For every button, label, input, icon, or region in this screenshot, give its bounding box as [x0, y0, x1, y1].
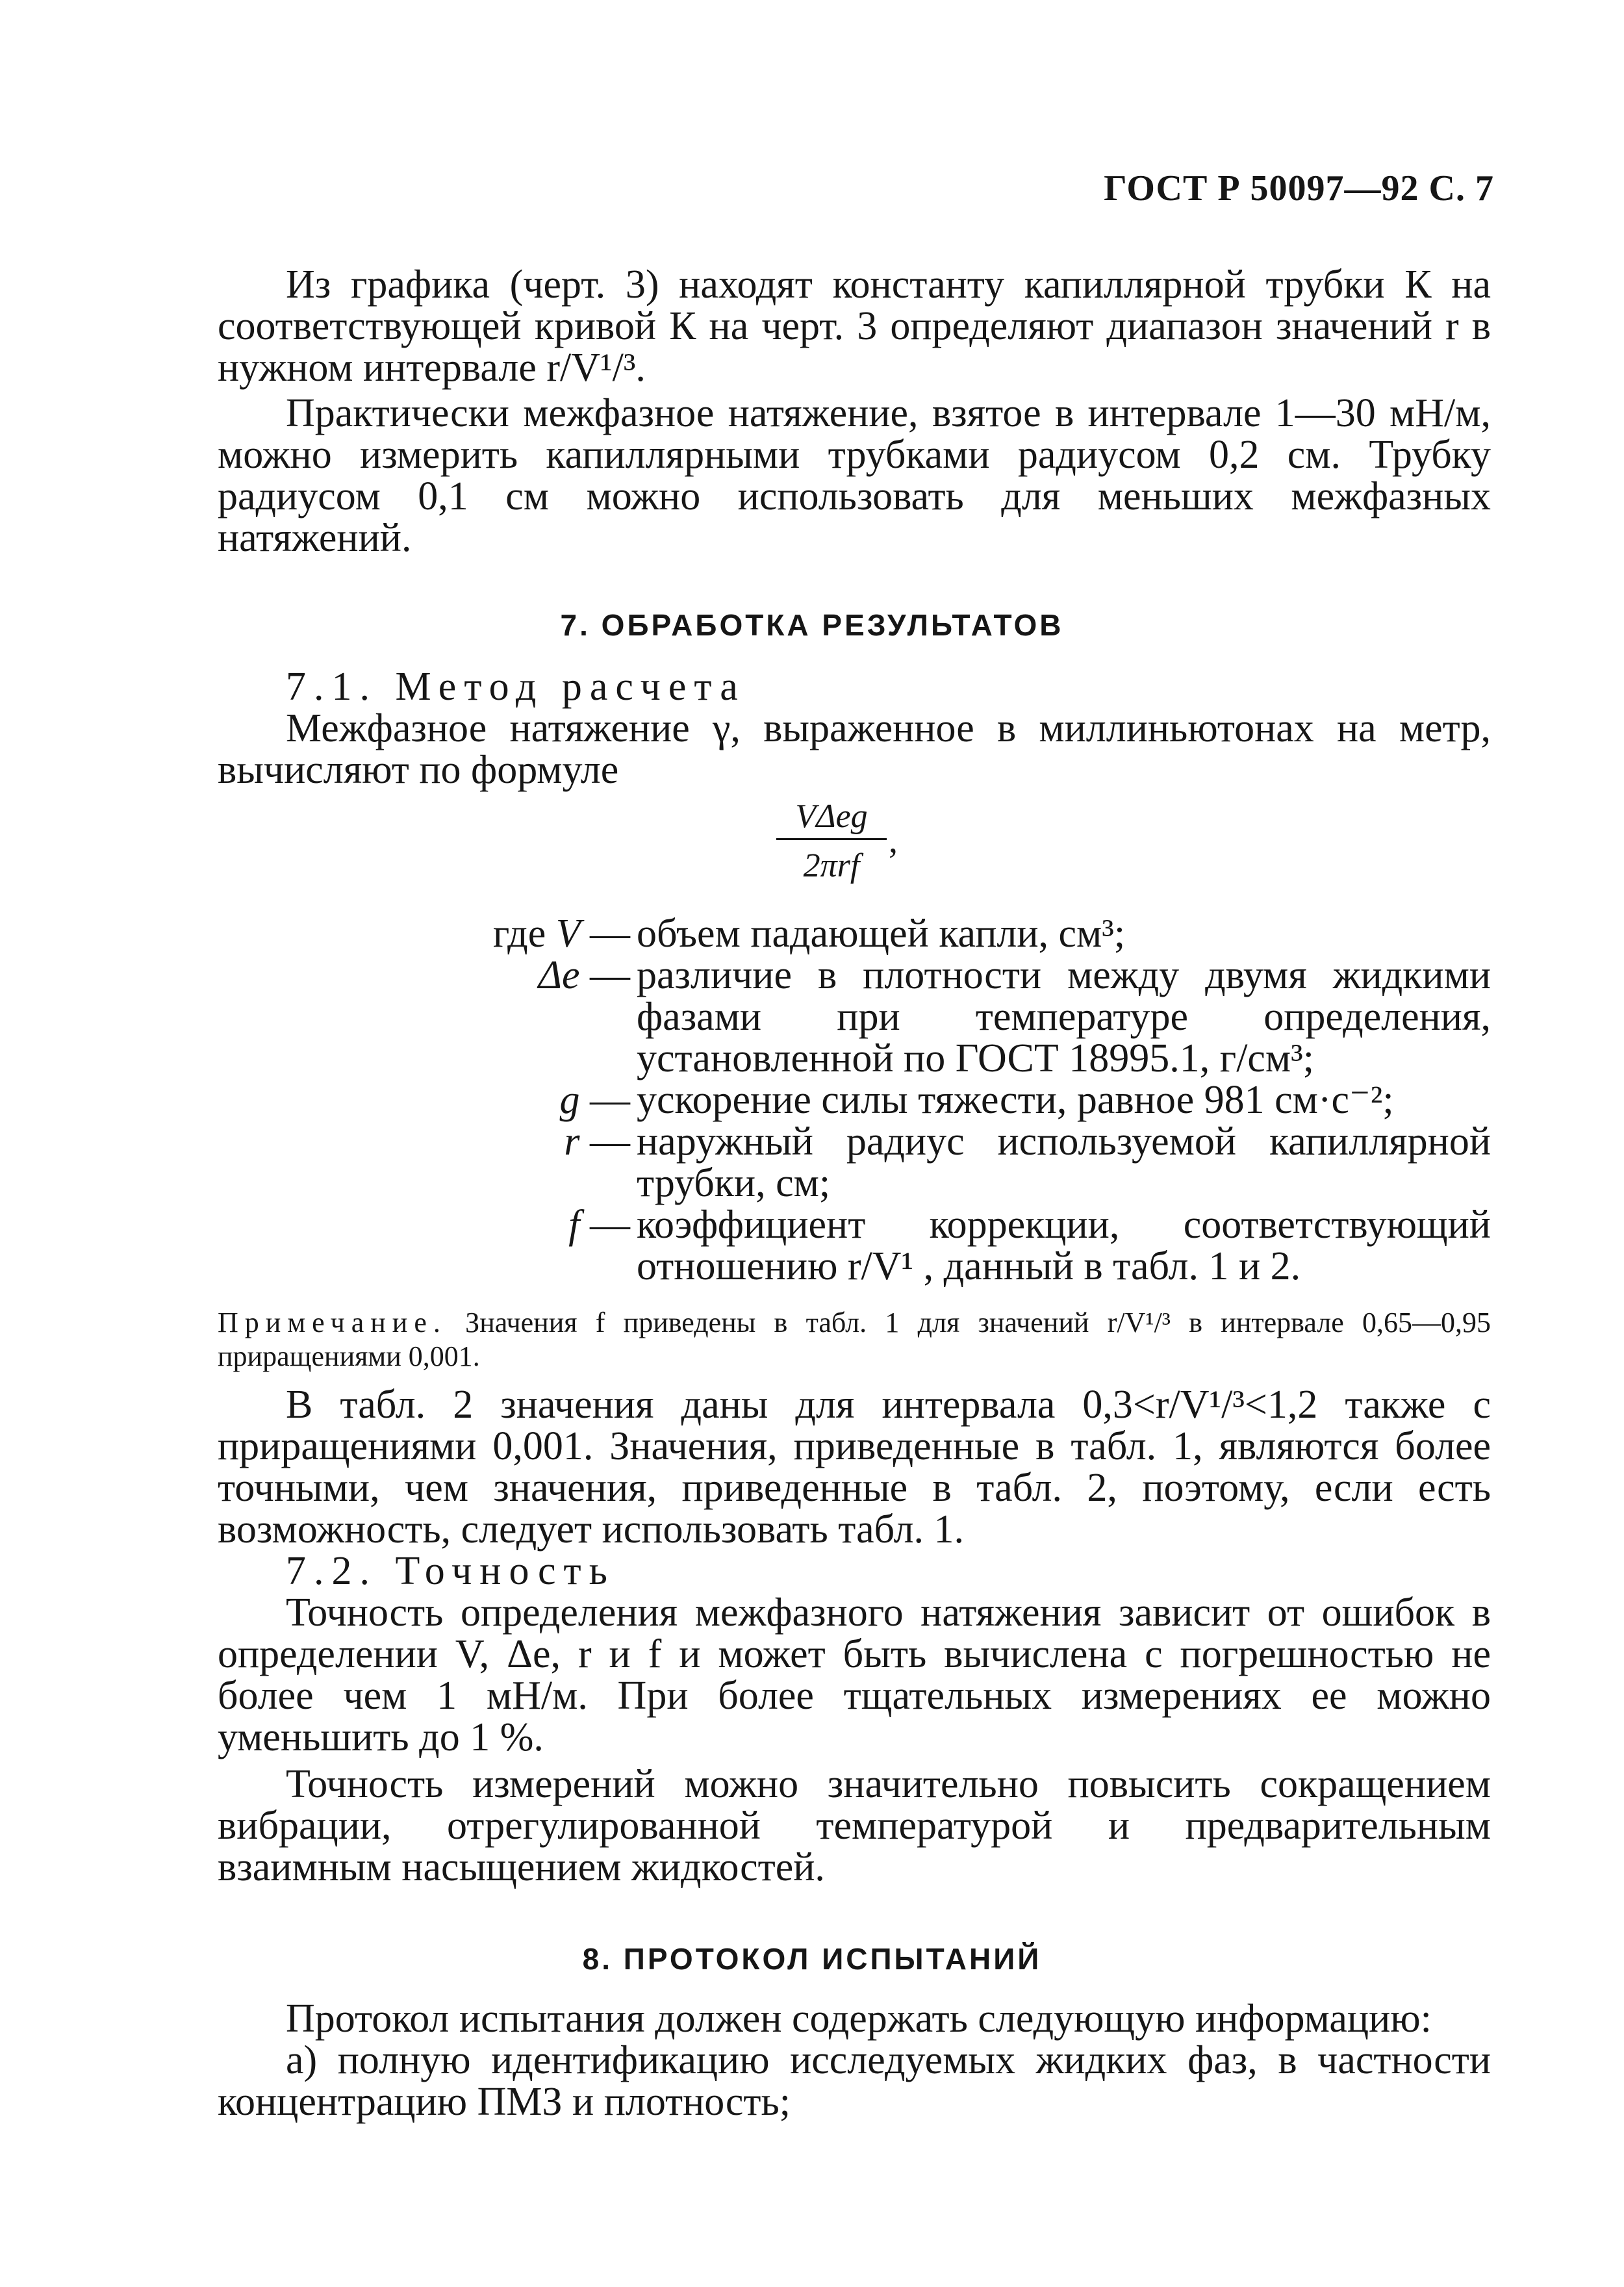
- formula: [776, 797, 887, 885]
- variable-row: f — коэффициент коррекции, соответствующий отношению r/V¹ , данный в табл. 1 и 2.: [568, 1203, 1491, 1288]
- section-8-heading: 8. ПРОТОКОЛ ИСПЫТАНИЙ: [582, 1942, 1042, 1976]
- formula-comma: ,: [889, 821, 898, 861]
- formula-numerator: VΔeg: [776, 797, 887, 840]
- intro-paragraph-2: Практически межфазное натяжение, взятое в интервале 1—30 мН/м, можно измерить капиллярными трубками радиусом 0,2 см. Трубку радиусом 0,1 см можно использовать для меньших межфазных натяжений.: [218, 391, 1491, 560]
- note-label: Примечание.: [218, 1307, 447, 1338]
- subsection-7-1-title: 7.1. Метод расчета: [286, 665, 746, 709]
- variable-description: наружный радиус используемой капиллярной трубки, см;: [637, 1119, 1491, 1205]
- protocol-item-a: а) полную идентификацию исследуемых жидких фаз, в частности концентрацию ПМЗ и плотность;: [218, 2038, 1491, 2124]
- variable-description: коэффициент коррекции, соответствующий отношению r/V¹ , данный в табл. 1 и 2.: [637, 1203, 1491, 1288]
- variable-symbol: Δe: [538, 953, 580, 997]
- protocol-block: [218, 1998, 1491, 2123]
- variable-row: Δe — различие в плотности между двумя жидкими фазами при температуре определения, установленной по ГОСТ 18995.1, г/см³;: [538, 953, 1491, 1080]
- variable-symbol: f: [568, 1203, 580, 1247]
- table-info-block: [218, 1384, 1491, 1888]
- variable-description: объем падающей капли, см³;: [637, 912, 1126, 956]
- variable-row: g — ускорение силы тяжести, равное 981 см·с⁻²;: [218, 1079, 1491, 1121]
- accuracy-paragraph-2: Точность измерений можно значительно повысить сокращением вибрации, отрегулированной температурой и предварительным взаимным насыщением жидкостей.: [218, 1762, 1491, 1889]
- variable-row: r — наружный радиус используемой капиллярной трубки, см;: [564, 1119, 1491, 1205]
- subsection-7-2-title: 7.2. Точность: [286, 1549, 615, 1593]
- variable-list: [218, 913, 1491, 1287]
- variable-symbol: g: [559, 1078, 580, 1122]
- intro-paragraph-1: Из графика (черт. 3) находят константу капиллярной трубки К на соответствующей кривой К на черт. 3 определяют диапазон значений r в нужном интервале r/V¹/³.: [218, 262, 1491, 390]
- note: [218, 1306, 1491, 1373]
- note-text: Значения f приведены в табл. 1 для значений r/V¹/³ в интервале 0,65—0,95 приращениями 0,001.: [218, 1307, 1491, 1372]
- formula-denominator: 2πrf: [803, 847, 860, 884]
- variable-symbol: r: [564, 1119, 580, 1164]
- section-7-heading: 7. ОБРАБОТКА РЕЗУЛЬТАТОВ: [560, 608, 1064, 642]
- accuracy-paragraph-1: Точность определения межфазного натяжения зависит от ошибок в определении V, Δe, r и f и может быть вычислена с погрешностью не более чем 1 мН/м. При более тщательных измерениях ее можно уменьшить до 1 %.: [218, 1591, 1491, 1759]
- where-prefix: где: [492, 912, 546, 956]
- intro-section: [218, 264, 1491, 559]
- variable-row: где V — объем падающей капли, см³;: [218, 913, 1491, 954]
- document-header: ГОСТ Р 50097—92 С. 7: [1104, 168, 1494, 209]
- protocol-intro: Протокол испытания должен содержать следующую информацию:: [286, 1997, 1432, 2041]
- variable-symbol: V: [555, 912, 580, 956]
- table-2-paragraph: В табл. 2 значения даны для интервала 0,3<r/V¹/³<1,2 также с приращениями 0,001. Значения, приведенные в табл. 1, являются более точными, чем значения, приведенные в табл. 2, поэтому, если есть возможность, следует использовать табл. 1.: [218, 1383, 1491, 1552]
- variable-description: ускорение силы тяжести, равное 981 см·с⁻²;: [637, 1078, 1394, 1122]
- method-block: [218, 666, 1491, 791]
- variable-description: различие в плотности между двумя жидкими фазами при температуре определения, установленной по ГОСТ 18995.1, г/см³;: [637, 953, 1491, 1080]
- method-text: Межфазное натяжение γ, выраженное в миллиньютонах на метр, вычисляют по формуле: [218, 706, 1491, 792]
